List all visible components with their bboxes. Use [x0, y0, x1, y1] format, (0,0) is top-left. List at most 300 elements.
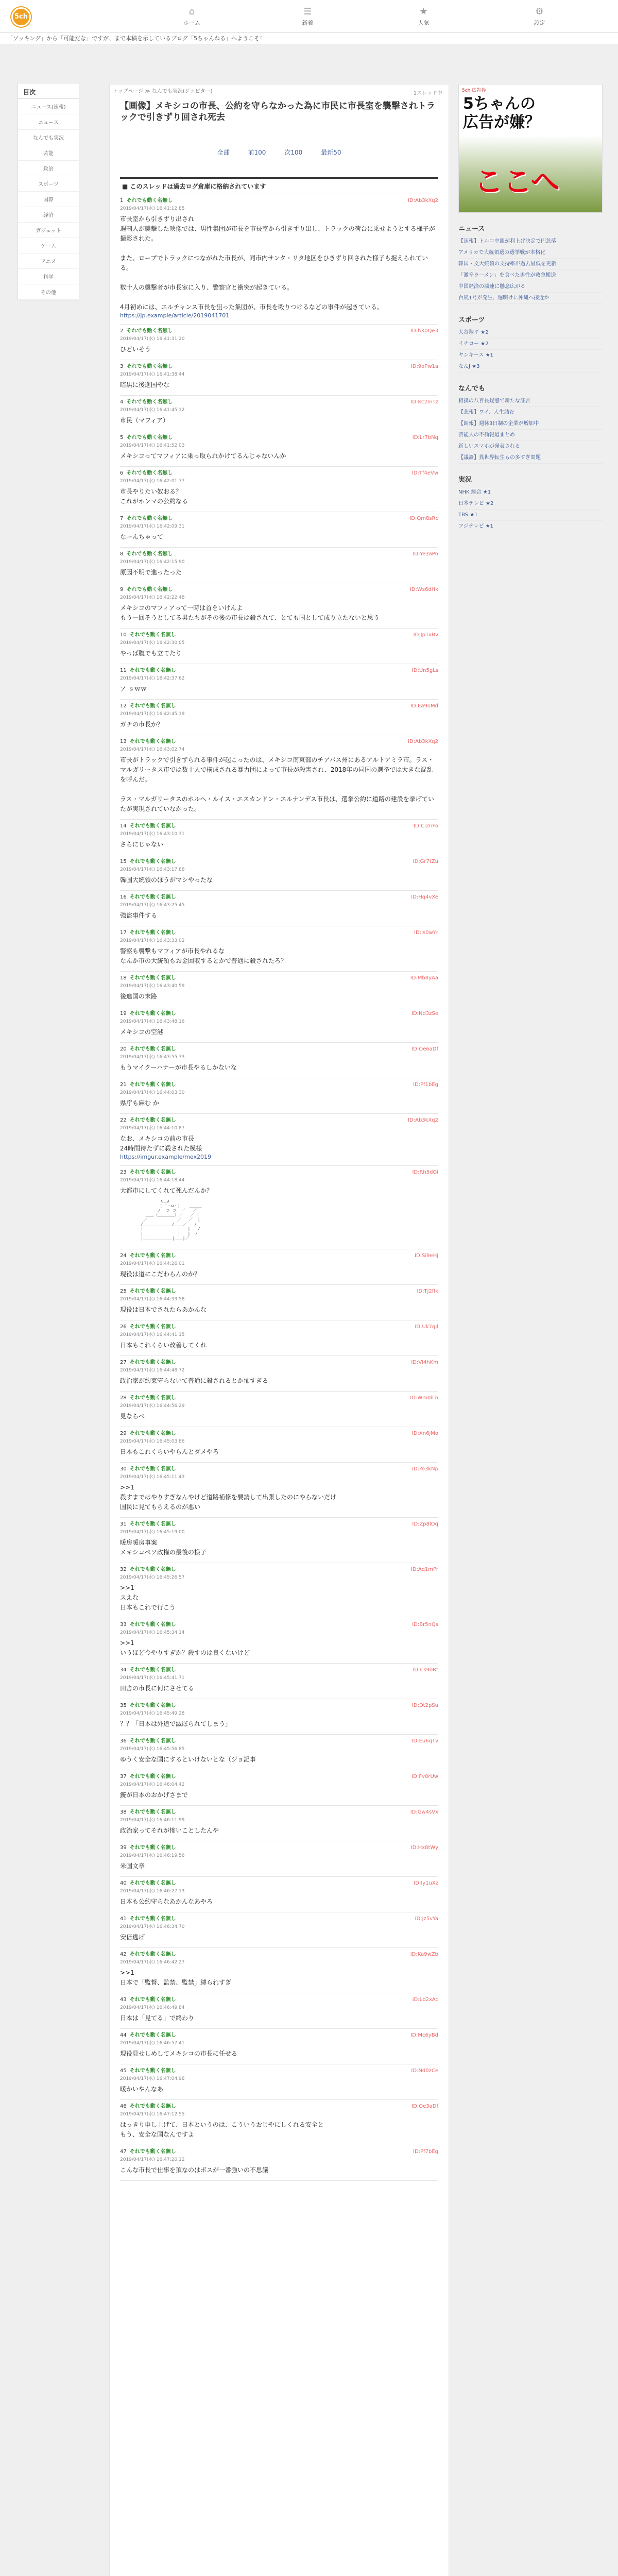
post-id[interactable]: ID:Cs9oRt	[413, 1667, 438, 1673]
post-id[interactable]: ID:Ea9oMd	[410, 703, 438, 709]
section-link[interactable]: 日本テレビ ★2	[458, 498, 603, 510]
post-item	[120, 1007, 438, 1043]
tab-0[interactable]: 全部	[217, 149, 230, 156]
post-header	[120, 515, 438, 522]
post-date: 2019/04/17(水) 16:42:15.90	[120, 560, 185, 565]
post-body: 市民（マフィア）	[120, 417, 169, 424]
post-item	[120, 194, 438, 325]
post-number[interactable]: 19	[120, 1011, 127, 1016]
post-date: 2019/04/17(水) 16:45:19.00	[120, 1530, 185, 1535]
post-author: それでも動く名無し	[129, 975, 176, 981]
post-number[interactable]: 33	[120, 1622, 127, 1628]
post-header	[120, 1996, 438, 2004]
nav-label: 人気	[418, 20, 430, 26]
post-date: 2019/04/17(水) 16:44:26.01	[120, 1261, 185, 1266]
post-id[interactable]: ID:Br5nQs	[412, 1622, 438, 1628]
post-body: 警察も襲撃もマフィアが市長やれるな なんか市の大統領もお金回収するとかで普通に殺されたろ？	[120, 947, 287, 964]
post-header	[120, 586, 438, 594]
post-date: 2019/04/17(水) 16:44:33.58	[120, 1297, 185, 1302]
post-item	[120, 1806, 438, 1841]
sidebar-item[interactable]: 政治	[18, 161, 79, 176]
announcement-bar: 「ソッキング」から「可能だな」ですが、まで本稿を示しているブログ「5ちゃんねる」へようこそ！	[0, 33, 618, 44]
post-item	[120, 396, 438, 431]
section-link[interactable]: ヤンキース ★1	[458, 350, 603, 361]
post-header	[120, 632, 438, 639]
post-header	[120, 1081, 438, 1089]
post-number[interactable]: 9	[120, 587, 124, 592]
post-body: メキシコの空港	[120, 1028, 163, 1036]
ad-line-2: 広告が嫌？	[463, 113, 540, 131]
post-date: 2019/04/17(水) 16:42:45.19	[120, 711, 185, 717]
post-header	[120, 1430, 438, 1437]
post-date: 2019/04/17(水) 16:44:10.87	[120, 1126, 185, 1131]
post-number[interactable]: 4	[120, 399, 124, 405]
post-header	[120, 399, 438, 406]
post-item	[120, 1563, 438, 1618]
section-link[interactable]: アメリカで大統領選の選挙戦が本格化	[458, 247, 603, 259]
post-number[interactable]: 7	[120, 516, 124, 521]
post-id[interactable]: ID:Ab3kXq2	[408, 1117, 438, 1123]
post-header	[120, 894, 438, 901]
post-number[interactable]: 27	[120, 1360, 127, 1365]
post-body: >>1 殺すまではやりすぎなんやけど道路補修を要請して出張したのにやらないだけ 国民に見てもらえるのが悪い	[120, 1484, 337, 1511]
post-author: それでも動く名無し	[126, 328, 173, 334]
post-id[interactable]: ID:Eu6qTv	[411, 1738, 438, 1744]
post-number[interactable]: 39	[120, 1845, 127, 1851]
post-id[interactable]: ID:Nd0zCe	[411, 2068, 438, 2074]
post-body: 政治家ってそれが怖いことしたんや	[120, 1827, 219, 1834]
post-number[interactable]: 20	[120, 1046, 127, 1052]
tab-2[interactable]: 次100	[284, 149, 303, 156]
post-author: それでも動く名無し	[129, 2104, 176, 2109]
post-item	[120, 1618, 438, 1664]
post-body: 日本もこれくらいやらんとダメやろ	[120, 1448, 219, 1455]
section-link[interactable]: なんJ ★3	[458, 361, 603, 372]
post-date: 2019/04/17(水) 16:44:03.30	[120, 1090, 185, 1095]
post-date: 2019/04/17(水) 16:41:31.20	[120, 336, 185, 342]
post-item	[120, 1993, 438, 2029]
post-number[interactable]: 38	[120, 1809, 127, 1815]
post-header	[120, 1702, 438, 1709]
post-author: それでも動く名無し	[126, 516, 173, 521]
top-bar	[0, 0, 618, 33]
post-link[interactable]: https://jp.example/article/2019041701	[120, 312, 230, 319]
post-number[interactable]: 15	[120, 859, 127, 865]
post-item	[120, 1912, 438, 1948]
post-item	[120, 360, 438, 396]
sidebar-item[interactable]: 経済	[18, 207, 79, 223]
post-id[interactable]: ID:Oe3aDf	[411, 2104, 438, 2109]
post-item	[120, 1392, 438, 1427]
post-number[interactable]: 5	[120, 435, 124, 440]
ad-small-text: 5ch 広告枠	[462, 88, 486, 93]
post-header	[120, 1667, 438, 1674]
sidebar-item[interactable]: ニュース(速報)	[18, 99, 79, 114]
post-author: それでも動く名無し	[129, 739, 176, 744]
left-sidebar	[18, 83, 79, 300]
post-date: 2019/04/17(水) 16:42:01.77	[120, 479, 185, 484]
post-date: 2019/04/17(水) 16:44:56.29	[120, 1403, 185, 1409]
post-author: それでも動く名無し	[129, 1011, 176, 1016]
section-link[interactable]: フジテレビ ★1	[458, 521, 603, 532]
sidebar-item[interactable]: ゲーム	[18, 238, 79, 253]
post-id[interactable]: ID:Is0wYr	[414, 930, 438, 936]
post-header	[120, 1916, 438, 1923]
post-number[interactable]: 42	[120, 1952, 127, 1957]
post-number[interactable]: 31	[120, 1521, 127, 1527]
post-id[interactable]: ID:Uk7gJl	[415, 1324, 438, 1330]
sidebar-item[interactable]: アニメ	[18, 253, 79, 269]
post-number[interactable]: 34	[120, 1667, 127, 1673]
post-body: 原因不明で進ったった	[120, 569, 182, 576]
post-date: 2019/04/17(水) 16:42:30.05	[120, 640, 185, 646]
post-id[interactable]: ID:Xn6jMo	[411, 1431, 438, 1436]
post-item	[120, 1043, 438, 1078]
post-number[interactable]: 40	[120, 1880, 127, 1886]
post-date: 2019/04/17(水) 16:47:04.98	[120, 2076, 185, 2081]
post-item	[120, 1664, 438, 1699]
post-item	[120, 1877, 438, 1912]
post-id[interactable]: ID:Yo3kNp	[412, 1466, 438, 1472]
post-number[interactable]: 24	[120, 1253, 127, 1259]
ad-line-1: 5ちゃんの	[463, 95, 536, 113]
post-id[interactable]: ID:Tj2fIk	[417, 1289, 438, 1294]
post-header	[120, 1324, 438, 1331]
post-id[interactable]: ID:Dt2pSu	[411, 1703, 438, 1708]
post-author: それでも動く名無し	[129, 1431, 176, 1436]
sidebar-section	[458, 474, 603, 532]
post-id[interactable]: ID:Ye3aPn	[413, 551, 438, 557]
section-link[interactable]: 新しいスマホが発表される	[458, 441, 603, 452]
post-id[interactable]: ID:Vl4hKm	[411, 1360, 438, 1365]
post-header	[120, 1809, 438, 1816]
post-body: 政治家が約束守らないて普通に殺されるとか怖すぎる	[120, 1377, 269, 1384]
sidebar-item[interactable]: なんでも実況	[18, 130, 79, 145]
post-header	[120, 1288, 438, 1295]
post-id[interactable]: ID:Lb2xAc	[412, 1997, 438, 2003]
post-id[interactable]: ID:Un5gLs	[411, 668, 438, 673]
post-header	[120, 1880, 438, 1887]
section-link[interactable]: イチロー ★2	[458, 338, 603, 350]
post-number[interactable]: 13	[120, 739, 127, 744]
post-item	[120, 2064, 438, 2100]
post-body: ひどいそう	[120, 346, 151, 353]
post-id[interactable]: ID:Gw4sVx	[410, 1809, 438, 1815]
post-item	[120, 1770, 438, 1806]
post-author: それでも動く名無し	[129, 1466, 176, 1472]
nav-icon: ⌂	[188, 6, 195, 17]
section-link[interactable]: 【議論】異世界転生もの多すぎ問題	[458, 452, 603, 464]
section-link[interactable]: 相撲の八百長疑惑で新たな証言	[458, 396, 603, 407]
post-id[interactable]: ID:Rh5dGi	[412, 1170, 438, 1175]
post-number[interactable]: 17	[120, 930, 127, 936]
post-id[interactable]: ID:Nd3zSe	[411, 1011, 438, 1016]
post-id[interactable]: ID:Oe6aDf	[411, 1046, 438, 1052]
post-author: それでも動く名無し	[129, 1253, 176, 1259]
post-number[interactable]: 12	[120, 703, 127, 709]
post-number[interactable]: 41	[120, 1916, 127, 1922]
post-author: それでも動く名無し	[129, 668, 176, 673]
post-id[interactable]: ID:Ab3kXq2	[408, 739, 438, 744]
post-id[interactable]: ID:Ws6dHk	[409, 587, 438, 592]
post-body: 韓国大統領のほうがマシやったな	[120, 876, 213, 884]
post-number[interactable]: 29	[120, 1431, 127, 1436]
post-header	[120, 1773, 438, 1781]
post-id[interactable]: ID:Aq1mPr	[410, 1567, 438, 1572]
sidebar-item[interactable]: スポーツ	[18, 176, 79, 192]
post-author: それでも動く名無し	[129, 1622, 176, 1628]
post-item	[120, 735, 438, 820]
post-header	[120, 1566, 438, 1573]
post-author: それでも動く名無し	[129, 2149, 176, 2155]
section-title: スポーツ	[458, 316, 485, 324]
post-number[interactable]: 43	[120, 1997, 127, 2003]
post-header	[120, 328, 438, 335]
nav-item-0[interactable]	[134, 0, 250, 33]
sidebar-item[interactable]: 国際	[18, 192, 79, 207]
post-link[interactable]: https://imgur.example/mex2019	[120, 1154, 212, 1160]
sidebar-item[interactable]: ガジェット	[18, 223, 79, 238]
section-link[interactable]: 【速報】トルコ中銀が利上げ決定で円急落	[458, 236, 603, 247]
post-item	[120, 1735, 438, 1770]
post-item	[120, 855, 438, 891]
post-item	[120, 1841, 438, 1877]
section-link[interactable]: 中国経済の減速に懸念広がる	[458, 281, 603, 293]
post-body: 田舎の市長に何にさせてる	[120, 1685, 195, 1692]
post-item	[120, 1078, 438, 1114]
post-body: 県庁も麻む か	[120, 1099, 159, 1107]
nav-label: 新着	[302, 20, 314, 26]
section-link[interactable]: 大谷翔平 ★2	[458, 327, 603, 338]
post-date: 2019/04/17(水) 16:47:12.55	[120, 2112, 185, 2117]
post-header	[120, 1844, 438, 1852]
thread-main	[109, 84, 449, 2576]
post-date: 2019/04/17(水) 16:43:33.02	[120, 938, 185, 943]
post-id[interactable]: ID:Pf1bEg	[413, 1082, 438, 1088]
post-id[interactable]: ID:Iy1uXz	[414, 1880, 438, 1886]
post-body: 見ならべ	[120, 1413, 145, 1420]
post-body: 大都市にしてくれて死んだんか？	[120, 1187, 213, 1194]
post-author: それでも動く名無し	[129, 1738, 176, 1744]
post-id[interactable]: ID:Ka9wZb	[410, 1952, 438, 1957]
post-number[interactable]: 1	[120, 198, 124, 204]
post-date: 2019/04/17(水) 16:46:57.41	[120, 2041, 185, 2046]
post-header	[120, 703, 438, 710]
post-body: 銃が日本のおかげさまで	[120, 1791, 188, 1799]
post-header	[120, 2032, 438, 2039]
post-date: 2019/04/17(水) 16:46:11.99	[120, 1818, 185, 1823]
post-number[interactable]: 35	[120, 1703, 127, 1708]
post-id[interactable]: ID:Tf4eVw	[411, 470, 438, 476]
post-date: 2019/04/17(水) 16:42:22.48	[120, 595, 185, 600]
post-date: 2019/04/17(水) 16:44:18.44	[120, 1178, 185, 1183]
post-header	[120, 2067, 438, 2075]
post-author: それでも動く名無し	[126, 435, 173, 440]
ad-banner[interactable]	[458, 84, 603, 213]
post-header	[120, 1621, 438, 1629]
post-id[interactable]: ID:Qm8sRc	[409, 516, 438, 521]
tab-3[interactable]: 最新50	[321, 149, 341, 156]
nav-item-1[interactable]	[250, 0, 366, 33]
section-link[interactable]: 【朗報】週休3日制の企業が増加中	[458, 418, 603, 430]
post-id[interactable]: ID:Wm0iLn	[410, 1395, 438, 1401]
post-id[interactable]: ID:Pf7bEg	[413, 2149, 438, 2155]
post-number[interactable]: 22	[120, 1117, 127, 1123]
sidebar-item[interactable]: その他	[18, 284, 79, 300]
post-id[interactable]: ID:hX0Qe3	[410, 328, 438, 334]
post-id[interactable]: ID:Lr7bNq	[412, 435, 438, 440]
post-number[interactable]: 6	[120, 470, 124, 476]
tab-1[interactable]: 前100	[248, 149, 266, 156]
post-number[interactable]: 8	[120, 551, 124, 557]
post-author: それでも動く名無し	[129, 1046, 176, 1052]
post-body: 暗黒に後進国やな	[120, 381, 170, 388]
sidebar-item[interactable]: 科学	[18, 269, 79, 284]
post-body: こんな市長で仕事を頂なのはボスが一番強いの不思議	[120, 2166, 269, 2174]
post-author: それでも動く名無し	[129, 1774, 176, 1780]
post-header	[120, 2103, 438, 2110]
post-body: ゆうく安全な国にするといけないとな（ジョ記事	[120, 1756, 256, 1763]
post-date: 2019/04/17(水) 16:44:41.15	[120, 1332, 185, 1337]
post-body: なーんちゃって	[120, 533, 164, 540]
post-id[interactable]: ID:Hq4vXe	[411, 894, 438, 900]
post-number[interactable]: 3	[120, 364, 124, 369]
post-number[interactable]: 30	[120, 1466, 127, 1472]
post-body: 市長室から引きずり出され 週刊人が襲撃した映像では、男性集団が市長を市長室から引きずり出し、トラックの荷台に乗せようとする様子が撮影された。 また、ロープでトラックにつながれた市長が、同市内サンタ・リタ地区をひきずり回された様子も捉えられている。 数十人の襲撃者が市長室に入り、警察官と衝突が起きている。 4月初めには、エルチャンス市長を狙った集団が、市長を殴りつけるなどの事件が起きている。	[120, 215, 435, 311]
ad-headline-2: ここへ	[474, 165, 560, 199]
post-number[interactable]: 36	[120, 1738, 127, 1744]
post-number[interactable]: 32	[120, 1567, 127, 1572]
post-body: >>1 日本で「監督、監禁、監禁」縛られすぎ	[120, 1969, 232, 1986]
post-body: ア ｓｗｗ	[120, 685, 147, 692]
post-header	[120, 738, 438, 745]
breadcrumb[interactable]: トップページ ≫ なんでも実況(ジュピター)	[113, 89, 213, 94]
post-author: それでも動く名無し	[129, 1360, 176, 1365]
post-number[interactable]: 10	[120, 632, 127, 638]
logo-text: 5ch	[14, 13, 28, 21]
post-date: 2019/04/17(水) 16:43:40.59	[120, 984, 185, 989]
post-body: 日本も公約守らなあかんなあやろ	[120, 1898, 213, 1905]
post-number[interactable]: 23	[120, 1170, 127, 1175]
post-author: それでも動く名無し	[129, 1845, 176, 1851]
post-date: 2019/04/17(水) 16:47:20.12	[120, 2157, 185, 2162]
post-id[interactable]: ID:Mb8yAa	[410, 975, 438, 981]
post-item	[120, 512, 438, 548]
post-date: 2019/04/17(水) 16:41:45.12	[120, 408, 185, 413]
post-id[interactable]: ID:Si9eHj	[415, 1253, 438, 1259]
section-link[interactable]: 「激辛ラーメン」を食べた男性が救急搬送	[458, 270, 603, 281]
post-author: それでも動く名無し	[129, 1952, 176, 1957]
post-list	[110, 194, 449, 2181]
ascii-art: ∧＿∧ （ ´・ω・） ＿＿＿ / つ つ ／ ／| ＿＿（＿＿＿＿）／ ／ | ／ ／ ／ | /＿＿＿＿＿＿＿/＿＿／ / | | | / | | | / |＿＿＿＿＿＿＿|＿＿|／	[141, 1199, 202, 1241]
post-date: 2019/04/17(水) 16:44:48.72	[120, 1368, 185, 1373]
nav-icon: ⚙	[535, 6, 544, 17]
post-date: 2019/04/17(水) 16:46:42.27	[120, 1960, 185, 1965]
section-link[interactable]: NHK 総合 ★1	[458, 487, 603, 498]
post-date: 2019/04/17(水) 16:45:03.86	[120, 1439, 185, 1444]
post-number[interactable]: 14	[120, 823, 127, 829]
post-number[interactable]: 25	[120, 1289, 127, 1294]
post-number[interactable]: 47	[120, 2149, 127, 2155]
nav-item-2[interactable]	[366, 0, 482, 33]
post-id[interactable]: ID:Jp1xBv	[413, 632, 438, 638]
sidebar-title: 目次	[18, 83, 79, 99]
post-author: それでも動く名無し	[129, 894, 176, 900]
section-title: なんでも	[458, 385, 486, 393]
post-body: 後進国の末路	[120, 993, 158, 1000]
post-number[interactable]: 46	[120, 2104, 127, 2109]
nav-icon: ★	[419, 6, 428, 17]
post-id[interactable]: ID:Ci2nFo	[414, 823, 438, 829]
section-link[interactable]: TBS ★1	[458, 510, 603, 521]
post-id[interactable]: ID:Zp8lOq	[412, 1521, 438, 1527]
post-id[interactable]: ID:Jz5vYa	[415, 1916, 438, 1922]
post-item	[120, 467, 438, 512]
post-id[interactable]: ID:9oPw1a	[410, 364, 438, 369]
post-item	[120, 926, 438, 972]
post-body: もうマイクーハナーが市長やるしかないな	[120, 1064, 237, 1071]
post-item	[120, 1518, 438, 1563]
post-number[interactable]: 44	[120, 2032, 127, 2038]
post-number[interactable]: 26	[120, 1324, 127, 1330]
post-item	[120, 1427, 438, 1463]
section-link[interactable]: 芸能人の不倫報道まとめ	[458, 430, 603, 441]
post-author: それでも動く名無し	[126, 364, 173, 369]
post-id[interactable]: ID:Mc6yBd	[410, 2032, 438, 2038]
post-author: それでも動く名無し	[126, 470, 173, 476]
ad-headline-1	[463, 95, 540, 132]
post-author: それでも動く名無し	[129, 1997, 176, 2003]
post-body: ？？「日本は外道で滅ぼられてしまう」	[120, 1720, 232, 1727]
site-logo[interactable]	[11, 7, 31, 27]
post-number[interactable]: 2	[120, 328, 124, 334]
post-number[interactable]: 16	[120, 894, 127, 900]
post-item	[120, 700, 438, 735]
post-item	[120, 548, 438, 583]
sidebar-item[interactable]: ニュース	[18, 114, 79, 130]
post-number[interactable]: 18	[120, 975, 127, 981]
page-info: 1スレッド中	[413, 91, 442, 96]
post-number[interactable]: 28	[120, 1395, 127, 1401]
nav-item-3[interactable]	[482, 0, 597, 33]
post-body: 暖かいやんなあ	[120, 2086, 164, 2093]
post-id[interactable]: ID:Ab3kXq2	[408, 198, 438, 204]
post-number[interactable]: 45	[120, 2068, 127, 2074]
post-number[interactable]: 21	[120, 1082, 127, 1088]
post-author: それでも動く名無し	[129, 2032, 176, 2038]
post-date: 2019/04/17(水) 16:45:34.14	[120, 1630, 185, 1635]
post-header	[120, 1252, 438, 1260]
post-author: それでも動く名無し	[129, 1667, 176, 1673]
post-date: 2019/04/17(水) 16:41:52.03	[120, 443, 185, 448]
post-author: それでも動く名無し	[126, 198, 173, 204]
post-id[interactable]: ID:Fv0rUw	[411, 1774, 438, 1780]
post-item	[120, 664, 438, 700]
post-author: それでも動く名無し	[129, 1289, 176, 1294]
post-id[interactable]: ID:Kc2mTz	[410, 399, 438, 405]
post-item	[120, 431, 438, 467]
post-id[interactable]: ID:Hx8tWy	[410, 1845, 438, 1851]
post-number[interactable]: 11	[120, 668, 127, 673]
section-link[interactable]: 台風1号が発生、週明けに沖縄へ接近か	[458, 293, 603, 304]
sidebar-item[interactable]: 芸能	[18, 145, 79, 161]
section-link[interactable]: 【悲報】ワイ、人生詰む	[458, 407, 603, 418]
section-link[interactable]: 韓国・文大統領の支持率が過去最低を更新	[458, 259, 603, 270]
post-id[interactable]: ID:Gr7tZu	[413, 859, 438, 865]
post-date: 2019/04/17(水) 16:45:41.71	[120, 1675, 185, 1681]
post-item	[120, 1948, 438, 1993]
post-number[interactable]: 37	[120, 1774, 127, 1780]
